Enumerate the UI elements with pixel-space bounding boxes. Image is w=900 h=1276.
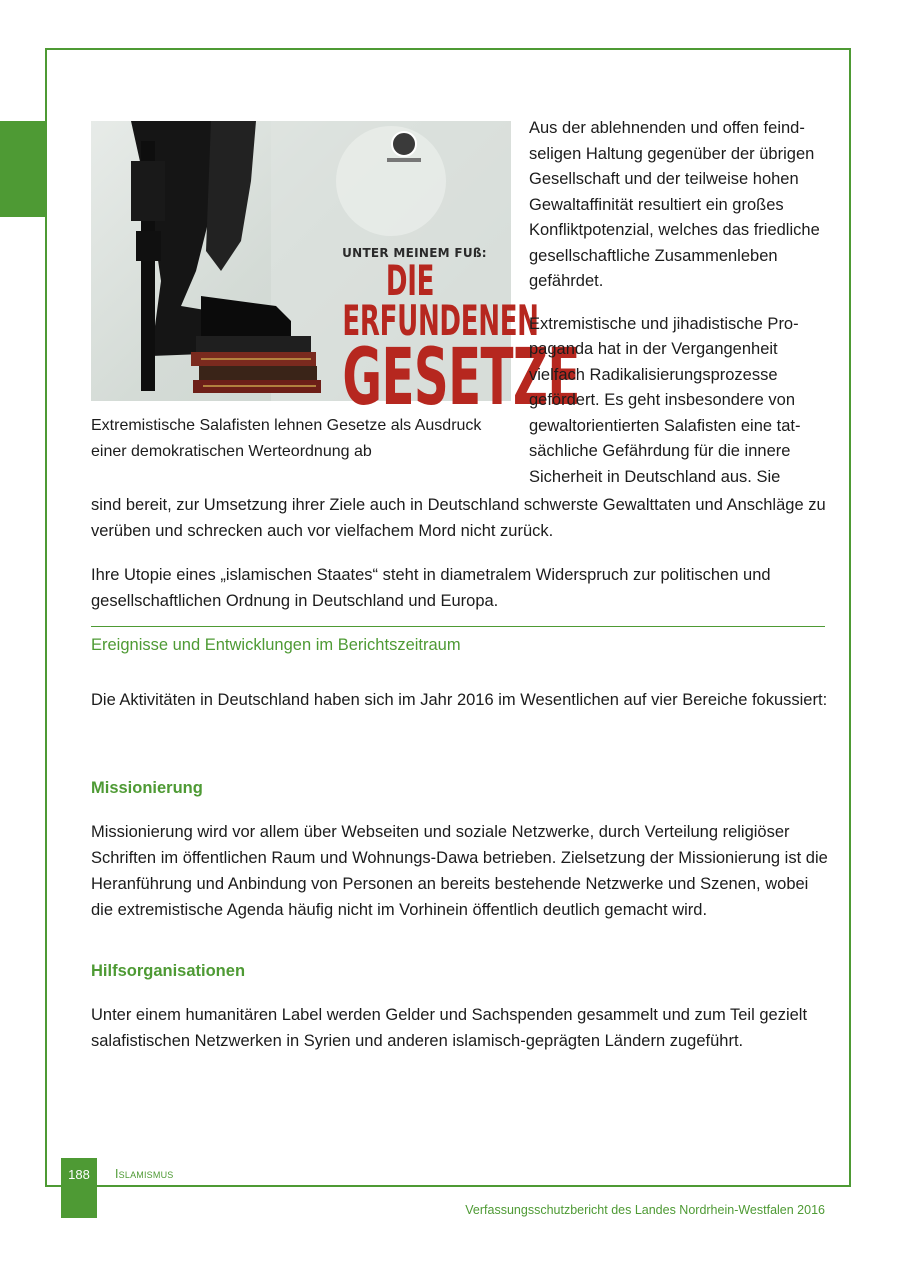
paragraph-continuation: sind bereit, zur Umsetzung ihrer Ziele auch in Deutschland schwerste Gewalttaten und Anschläge zu verüben und schrecken auch vor vielfachem Mord nicht zurück. [91,496,826,540]
poster-title-line1: DIE ERFUNDENEN [342,256,539,345]
right-column [529,116,829,507]
publisher-logo-text [387,158,421,162]
poster-title-line2: GESETZE [342,332,580,423]
chapter-label: Islamismus [115,1167,174,1181]
chapter-side-tab [0,121,46,217]
poster-subtitle: UNTER MEINEM FUß: [342,245,487,260]
photo-caption: Extremistische Salafisten lehnen Gesetze als Ausdruck einer demokratischen Werteordnung ab [91,417,482,460]
paragraph-propaganda: Extremistische und jihadistische Propaganda hat in der Vergangenheit vielfach Radikalisierungsprozesse gefördert. Es geht insbesondere von gewaltorientierten Salafisten eine tatsächliche Gefährdung für die innere Sicherheit in Deutschland aus. Sie [529,314,801,486]
paragraph-intro: Die Aktivitäten in Deutschland haben sich im Jahr 2016 im Wesentlichen auf vier Bereiche fokussiert: [91,691,828,709]
paragraph-utopia: Ihre Utopie eines „islamischen Staates“ steht in diametralem Widerspruch zur politischen und gesellschaftlichen Ordnung in Deutschland und Europa. [91,566,771,610]
paragraph-missionierung: Missionierung wird vor allem über Webseiten und soziale Netzwerke, durch Verteilung religiöser Schriften im öffentlichen Raum und Wohnungs-Dawa betrieben. Zielsetzung der Missionierung ist die Heranführung und Anbindung von Personen an bereits bestehende Netzwerke und Szenen, wobei die extremistische Agenda häufig nicht im Vorhinein öffentlich deutlich gemacht wird. [91,823,828,919]
paragraph-hostility: Aus der ablehnenden und offen feindseligen Haltung gegenüber der übrigen Gesellschaft und der teilweise hohen Gewaltaffinität resultiert ein großes Konfliktpotenzial, welches das friedliche gesellschaftliche Zusammenleben gefährdet. [529,119,820,290]
section-title: Ereignisse und Entwicklungen im Berichtszeitraum [91,636,461,654]
poster-title [342,256,580,423]
page-number: 188 [61,1158,97,1218]
paragraph-hilfsorganisationen: Unter einem humanitären Label werden Gelder und Sachspenden gesammelt und zum Teil gezielt salafistischen Netzwerken in Syrien und anderen islamisch-geprägten Ländern zugeführt. [91,1006,808,1050]
publisher-logo-icon [391,131,417,157]
propaganda-photo [91,121,580,423]
heading-hilfsorganisationen: Hilfsorganisationen [91,962,246,980]
publication-title: Verfassungsschutzbericht des Landes Nordrhein-Westfalen 2016 [465,1203,825,1217]
heading-missionierung: Missionierung [91,779,203,797]
section-divider [91,626,825,627]
